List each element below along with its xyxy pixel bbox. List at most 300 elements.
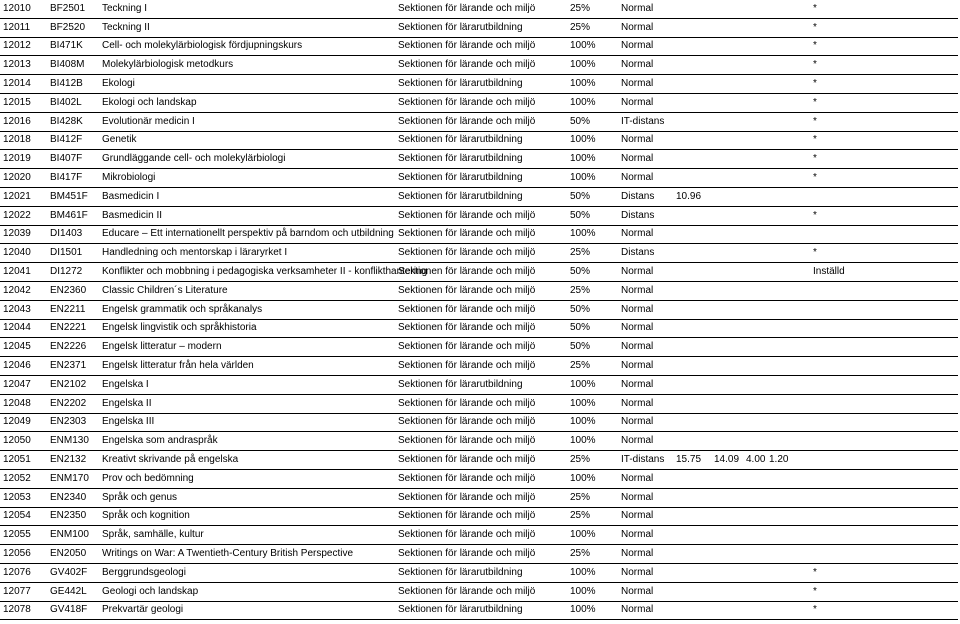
table-row: [0, 18, 958, 37]
value-c-cell: 4.00: [745, 451, 768, 470]
section-name-cell: Sektionen för lärande och miljö: [395, 469, 567, 488]
table-row: [0, 93, 958, 112]
value-c-cell: [745, 432, 768, 451]
section-name-cell: Sektionen för lärande och miljö: [395, 112, 567, 131]
value-c-cell: [745, 338, 768, 357]
value-c-cell: [745, 225, 768, 244]
value-c-cell: [745, 413, 768, 432]
value-b-cell: [711, 432, 745, 451]
study-form-cell: Normal: [618, 357, 673, 376]
course-name-cell: Ekologi och landskap: [99, 93, 395, 112]
spacer-cell: [798, 263, 812, 282]
section-name-cell: Sektionen för lärande och miljö: [395, 394, 567, 413]
course-code-cell: EN2221: [47, 319, 99, 338]
course-name-cell: Engelsk litteratur – modern: [99, 338, 395, 357]
table-row: [0, 56, 958, 75]
section-name-cell: Sektionen för lärande och miljö: [395, 338, 567, 357]
section-name-cell: Sektionen för lärande och miljö: [395, 357, 567, 376]
course-id-cell: 12019: [0, 150, 47, 169]
section-name-cell: Sektionen för lärande och miljö: [395, 507, 567, 526]
value-a-cell: [673, 507, 711, 526]
study-pace-cell: 100%: [567, 526, 618, 545]
study-pace-cell: 100%: [567, 37, 618, 56]
course-code-cell: EN2226: [47, 338, 99, 357]
study-pace-cell: 25%: [567, 244, 618, 263]
course-code-cell: BI428K: [47, 112, 99, 131]
study-pace-cell: 25%: [567, 488, 618, 507]
study-form-cell: Normal: [618, 432, 673, 451]
study-pace-cell: 100%: [567, 225, 618, 244]
course-name-cell: Språk och kognition: [99, 507, 395, 526]
study-pace-cell: 100%: [567, 469, 618, 488]
study-pace-cell: 100%: [567, 582, 618, 601]
course-code-cell: EN2050: [47, 545, 99, 564]
value-d-cell: [768, 357, 798, 376]
study-form-cell: Normal: [618, 507, 673, 526]
value-a-cell: [673, 432, 711, 451]
study-form-cell: Distans: [618, 206, 673, 225]
course-name-cell: Engelska III: [99, 413, 395, 432]
value-d-cell: [768, 319, 798, 338]
course-code-cell: GV402F: [47, 563, 99, 582]
value-a-cell: [673, 563, 711, 582]
table-row: [0, 375, 958, 394]
spacer-cell: [798, 394, 812, 413]
study-form-cell: Normal: [618, 319, 673, 338]
study-pace-cell: 25%: [567, 0, 618, 18]
status-note-cell: [812, 451, 958, 470]
course-id-cell: 12055: [0, 526, 47, 545]
course-id-cell: 12042: [0, 281, 47, 300]
value-c-cell: [745, 131, 768, 150]
value-d-cell: [768, 413, 798, 432]
status-note-cell: [812, 357, 958, 376]
course-code-cell: BF2501: [47, 0, 99, 18]
course-name-cell: Grundläggande cell- och molekylärbiologi: [99, 150, 395, 169]
section-name-cell: Sektionen för lärande och miljö: [395, 93, 567, 112]
section-name-cell: Sektionen för lärande och miljö: [395, 451, 567, 470]
spacer-cell: [798, 75, 812, 94]
value-a-cell: [673, 488, 711, 507]
course-id-cell: 12044: [0, 319, 47, 338]
table-row: [0, 601, 958, 620]
value-b-cell: [711, 526, 745, 545]
table-row: [0, 394, 958, 413]
study-pace-cell: 50%: [567, 112, 618, 131]
value-b-cell: [711, 169, 745, 188]
course-id-cell: 12040: [0, 244, 47, 263]
study-form-cell: Normal: [618, 469, 673, 488]
status-note-cell: *: [812, 0, 958, 18]
course-code-cell: BI417F: [47, 169, 99, 188]
table-row: [0, 507, 958, 526]
status-note-cell: [812, 545, 958, 564]
value-d-cell: 1.20: [768, 451, 798, 470]
value-b-cell: [711, 413, 745, 432]
value-b-cell: [711, 357, 745, 376]
course-id-cell: 12016: [0, 112, 47, 131]
table-row: [0, 75, 958, 94]
course-id-cell: 12010: [0, 0, 47, 18]
spacer-cell: [798, 225, 812, 244]
status-note-cell: [812, 375, 958, 394]
study-pace-cell: 50%: [567, 187, 618, 206]
table-row: [0, 187, 958, 206]
study-form-cell: IT-distans: [618, 112, 673, 131]
spacer-cell: [798, 56, 812, 75]
value-c-cell: [745, 56, 768, 75]
value-a-cell: [673, 112, 711, 131]
value-d-cell: [768, 582, 798, 601]
study-form-cell: Distans: [618, 244, 673, 263]
value-d-cell: [768, 75, 798, 94]
value-c-cell: [745, 244, 768, 263]
study-form-cell: Normal: [618, 263, 673, 282]
course-name-cell: Classic Children´s Literature: [99, 281, 395, 300]
value-d-cell: [768, 432, 798, 451]
course-code-cell: GE442L: [47, 582, 99, 601]
study-form-cell: Normal: [618, 93, 673, 112]
status-note-cell: [812, 281, 958, 300]
course-code-cell: EN2303: [47, 413, 99, 432]
status-note-cell: *: [812, 601, 958, 620]
value-d-cell: [768, 225, 798, 244]
study-pace-cell: 100%: [567, 75, 618, 94]
value-c-cell: [745, 263, 768, 282]
section-name-cell: Sektionen för lärande och miljö: [395, 56, 567, 75]
status-note-cell: Inställd: [812, 263, 958, 282]
value-a-cell: [673, 263, 711, 282]
course-name-cell: Teckning I: [99, 0, 395, 18]
study-form-cell: Normal: [618, 75, 673, 94]
course-code-cell: BI408M: [47, 56, 99, 75]
course-code-cell: BM461F: [47, 206, 99, 225]
value-a-cell: [673, 469, 711, 488]
course-code-cell: EN2102: [47, 375, 99, 394]
spacer-cell: [798, 375, 812, 394]
status-note-cell: [812, 394, 958, 413]
table-row: [0, 244, 958, 263]
value-a-cell: [673, 357, 711, 376]
value-b-cell: [711, 56, 745, 75]
study-form-cell: Normal: [618, 375, 673, 394]
section-name-cell: Sektionen för lärarutbildning: [395, 601, 567, 620]
value-a-cell: [673, 244, 711, 263]
spacer-cell: [798, 545, 812, 564]
status-note-cell: *: [812, 150, 958, 169]
course-code-cell: DI1501: [47, 244, 99, 263]
value-c-cell: [745, 206, 768, 225]
status-note-cell: [812, 225, 958, 244]
study-pace-cell: 100%: [567, 169, 618, 188]
course-name-cell: Geologi och landskap: [99, 582, 395, 601]
table-row: [0, 488, 958, 507]
course-id-cell: 12039: [0, 225, 47, 244]
status-note-cell: [812, 432, 958, 451]
status-note-cell: *: [812, 75, 958, 94]
course-id-cell: 12046: [0, 357, 47, 376]
course-name-cell: Engelska II: [99, 394, 395, 413]
course-code-cell: BM451F: [47, 187, 99, 206]
value-d-cell: [768, 131, 798, 150]
course-id-cell: 12047: [0, 375, 47, 394]
spacer-cell: [798, 488, 812, 507]
value-c-cell: [745, 187, 768, 206]
value-d-cell: [768, 375, 798, 394]
status-note-cell: [812, 338, 958, 357]
value-a-cell: 10.96: [673, 187, 711, 206]
value-a-cell: [673, 394, 711, 413]
value-b-cell: [711, 563, 745, 582]
value-a-cell: [673, 225, 711, 244]
course-code-cell: EN2350: [47, 507, 99, 526]
value-b-cell: [711, 338, 745, 357]
study-pace-cell: 100%: [567, 150, 618, 169]
value-a-cell: [673, 93, 711, 112]
course-code-cell: DI1403: [47, 225, 99, 244]
status-note-cell: [812, 300, 958, 319]
value-b-cell: [711, 93, 745, 112]
section-name-cell: Sektionen för lärarutbildning: [395, 150, 567, 169]
value-d-cell: [768, 469, 798, 488]
table-row: [0, 582, 958, 601]
study-pace-cell: 50%: [567, 338, 618, 357]
value-a-cell: [673, 281, 711, 300]
spacer-cell: [798, 413, 812, 432]
course-name-cell: Prov och bedömning: [99, 469, 395, 488]
status-note-cell: [812, 526, 958, 545]
study-pace-cell: 100%: [567, 601, 618, 620]
course-code-cell: BI471K: [47, 37, 99, 56]
study-form-cell: Normal: [618, 281, 673, 300]
course-code-cell: BI412B: [47, 75, 99, 94]
course-id-cell: 12045: [0, 338, 47, 357]
spacer-cell: [798, 187, 812, 206]
value-d-cell: [768, 338, 798, 357]
value-c-cell: [745, 507, 768, 526]
study-form-cell: Normal: [618, 225, 673, 244]
section-name-cell: Sektionen för lärande och miljö: [395, 244, 567, 263]
course-id-cell: 12076: [0, 563, 47, 582]
spacer-cell: [798, 112, 812, 131]
value-d-cell: [768, 526, 798, 545]
value-a-cell: [673, 526, 711, 545]
spacer-cell: [798, 601, 812, 620]
value-a-cell: [673, 18, 711, 37]
value-c-cell: [745, 150, 768, 169]
study-form-cell: Normal: [618, 0, 673, 18]
spacer-cell: [798, 451, 812, 470]
course-name-cell: Genetik: [99, 131, 395, 150]
status-note-cell: *: [812, 169, 958, 188]
value-c-cell: [745, 469, 768, 488]
course-name-cell: Engelsk grammatik och språkanalys: [99, 300, 395, 319]
table-row: [0, 150, 958, 169]
value-d-cell: [768, 187, 798, 206]
table-row: [0, 545, 958, 564]
course-code-cell: EN2360: [47, 281, 99, 300]
value-d-cell: [768, 507, 798, 526]
value-c-cell: [745, 300, 768, 319]
status-note-cell: [812, 187, 958, 206]
table-row: [0, 131, 958, 150]
section-name-cell: Sektionen för lärande och miljö: [395, 206, 567, 225]
value-b-cell: [711, 545, 745, 564]
table-row: [0, 526, 958, 545]
course-name-cell: Molekylärbiologisk metodkurs: [99, 56, 395, 75]
value-b-cell: [711, 187, 745, 206]
study-pace-cell: 100%: [567, 563, 618, 582]
value-c-cell: [745, 281, 768, 300]
value-b-cell: 14.09: [711, 451, 745, 470]
value-b-cell: [711, 225, 745, 244]
study-pace-cell: 100%: [567, 432, 618, 451]
section-name-cell: Sektionen för lärande och miljö: [395, 545, 567, 564]
status-note-cell: [812, 488, 958, 507]
course-code-cell: GV418F: [47, 601, 99, 620]
spacer-cell: [798, 0, 812, 18]
course-code-cell: BI412F: [47, 131, 99, 150]
value-b-cell: [711, 319, 745, 338]
course-name-cell: Cell- och molekylärbiologisk fördjupningskurs: [99, 37, 395, 56]
course-id-cell: 12052: [0, 469, 47, 488]
value-a-cell: [673, 75, 711, 94]
study-pace-cell: 50%: [567, 263, 618, 282]
study-form-cell: Normal: [618, 150, 673, 169]
section-name-cell: Sektionen för lärarutbildning: [395, 131, 567, 150]
value-d-cell: [768, 18, 798, 37]
course-name-cell: Språk och genus: [99, 488, 395, 507]
section-name-cell: Sektionen för lärande och miljö: [395, 432, 567, 451]
course-name-cell: Writings on War: A Twentieth-Century British Perspective: [99, 545, 395, 564]
value-b-cell: [711, 263, 745, 282]
course-id-cell: 12056: [0, 545, 47, 564]
value-c-cell: [745, 37, 768, 56]
value-b-cell: [711, 18, 745, 37]
study-form-cell: Normal: [618, 131, 673, 150]
study-pace-cell: 25%: [567, 507, 618, 526]
value-b-cell: [711, 0, 745, 18]
table-row: [0, 357, 958, 376]
course-id-cell: 12053: [0, 488, 47, 507]
table-row: [0, 225, 958, 244]
value-b-cell: [711, 206, 745, 225]
section-name-cell: Sektionen för lärande och miljö: [395, 281, 567, 300]
course-code-cell: EN2211: [47, 300, 99, 319]
course-id-cell: 12022: [0, 206, 47, 225]
course-id-cell: 12021: [0, 187, 47, 206]
value-b-cell: [711, 488, 745, 507]
course-id-cell: 12015: [0, 93, 47, 112]
spacer-cell: [798, 281, 812, 300]
course-name-cell: Basmedicin II: [99, 206, 395, 225]
status-note-cell: [812, 469, 958, 488]
study-form-cell: IT-distans: [618, 451, 673, 470]
value-c-cell: [745, 545, 768, 564]
status-note-cell: *: [812, 18, 958, 37]
study-pace-cell: 100%: [567, 375, 618, 394]
course-code-cell: ENM170: [47, 469, 99, 488]
course-name-cell: Berggrundsgeologi: [99, 563, 395, 582]
spacer-cell: [798, 93, 812, 112]
value-b-cell: [711, 469, 745, 488]
spacer-cell: [798, 319, 812, 338]
course-id-cell: 12041: [0, 263, 47, 282]
section-name-cell: Sektionen för lärande och miljö: [395, 526, 567, 545]
table-row: [0, 169, 958, 188]
course-name-cell: Ekologi: [99, 75, 395, 94]
value-a-cell: [673, 582, 711, 601]
value-b-cell: [711, 582, 745, 601]
course-id-cell: 12011: [0, 18, 47, 37]
value-c-cell: [745, 563, 768, 582]
value-c-cell: [745, 601, 768, 620]
study-pace-cell: 25%: [567, 451, 618, 470]
study-pace-cell: 25%: [567, 357, 618, 376]
course-id-cell: 12043: [0, 300, 47, 319]
course-code-cell: ENM130: [47, 432, 99, 451]
value-d-cell: [768, 169, 798, 188]
section-name-cell: Sektionen för lärande och miljö: [395, 319, 567, 338]
value-d-cell: [768, 563, 798, 582]
value-c-cell: [745, 375, 768, 394]
value-a-cell: [673, 375, 711, 394]
study-form-cell: Normal: [618, 563, 673, 582]
spacer-cell: [798, 300, 812, 319]
study-pace-cell: 100%: [567, 394, 618, 413]
value-b-cell: [711, 601, 745, 620]
study-form-cell: Normal: [618, 37, 673, 56]
value-a-cell: [673, 601, 711, 620]
course-id-cell: 12013: [0, 56, 47, 75]
spacer-cell: [798, 244, 812, 263]
course-id-cell: 12050: [0, 432, 47, 451]
study-pace-cell: 100%: [567, 131, 618, 150]
course-id-cell: 12020: [0, 169, 47, 188]
section-name-cell: Sektionen för lärarutbildning: [395, 18, 567, 37]
value-c-cell: [745, 488, 768, 507]
course-name-cell: Engelsk litteratur från hela världen: [99, 357, 395, 376]
value-b-cell: [711, 394, 745, 413]
table-row: [0, 469, 958, 488]
status-note-cell: *: [812, 131, 958, 150]
study-form-cell: Normal: [618, 582, 673, 601]
section-name-cell: Sektionen för lärande och miljö: [395, 0, 567, 18]
course-name-cell: Kreativt skrivande på engelska: [99, 451, 395, 470]
table-row: [0, 37, 958, 56]
value-d-cell: [768, 56, 798, 75]
value-a-cell: [673, 338, 711, 357]
value-a-cell: [673, 545, 711, 564]
course-name-cell: Teckning II: [99, 18, 395, 37]
status-note-cell: *: [812, 93, 958, 112]
status-note-cell: *: [812, 582, 958, 601]
course-id-cell: 12048: [0, 394, 47, 413]
course-name-cell: Mikrobiologi: [99, 169, 395, 188]
study-pace-cell: 25%: [567, 18, 618, 37]
section-name-cell: Sektionen för lärande och miljö: [395, 300, 567, 319]
spacer-cell: [798, 18, 812, 37]
value-b-cell: [711, 150, 745, 169]
value-a-cell: [673, 169, 711, 188]
table-row: [0, 413, 958, 432]
value-c-cell: [745, 394, 768, 413]
value-a-cell: [673, 37, 711, 56]
value-a-cell: [673, 206, 711, 225]
table-row: [0, 563, 958, 582]
status-note-cell: *: [812, 56, 958, 75]
course-code-cell: DI1272: [47, 263, 99, 282]
